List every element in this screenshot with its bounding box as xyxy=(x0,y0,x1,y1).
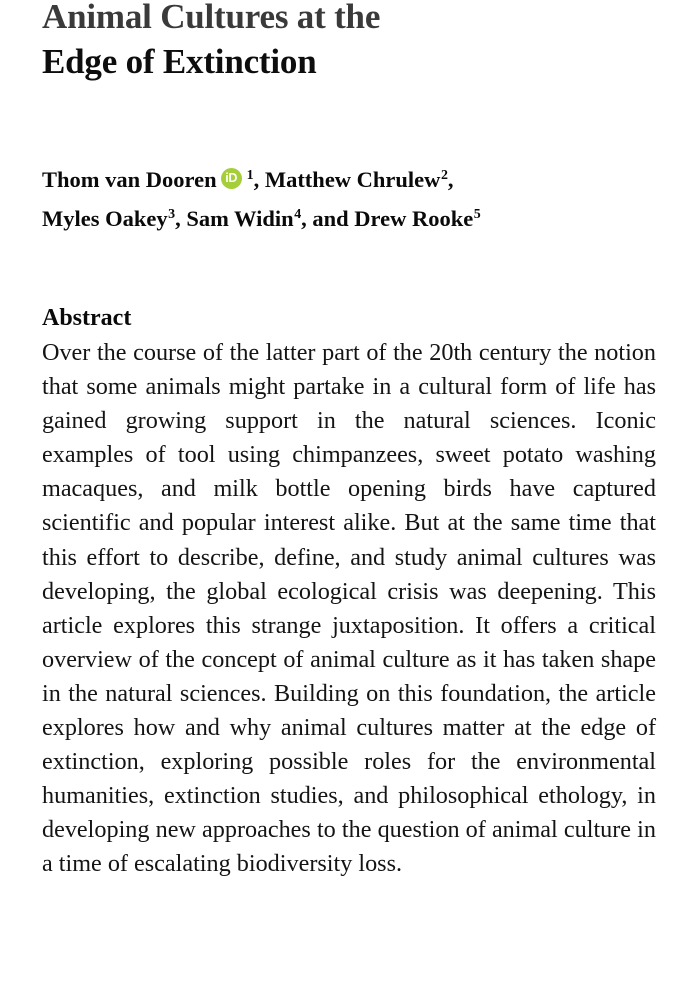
affiliation-marker-5: 5 xyxy=(473,206,481,222)
author-myles-oakey: Myles Oakey xyxy=(42,206,168,231)
page-title-line-1: Animal Cultures at the xyxy=(42,0,381,36)
orcid-id-icon[interactable] xyxy=(221,168,242,189)
author-drew-rooke: , and Drew Rooke xyxy=(301,206,474,231)
affiliation-marker-3: 3 xyxy=(168,206,176,222)
author-line-1 xyxy=(42,160,656,199)
affiliation-marker-4: 4 xyxy=(294,206,302,222)
author-list xyxy=(42,160,656,238)
abstract-body-text: Over the course of the latter part of the 20th century the notion that some animals might partake in a cultural form of life has gained growing support in the natural sciences. Iconic examples of tool using chimpanzees, sweet potato washing macaques, and milk bottle opening birds have captured scientific and popular interest alike. But at the same time that this effort to describe, define, and study animal cultures was developing, the global ecological crisis was deepening. This article explores this strange juxtaposition. It offers a critical overview of the concept of animal culture as it has taken shape in the natural sciences. Building on this foundation, the article explores how and why animal cultures matter at the edge of extinction, exploring possible roles for the environmental humanities, extinction studies, and philosophical ethology, in developing new approaches to the question of animal culture in a time of escalating biodiversity loss. xyxy=(42,339,656,878)
page-title-line-2: Edge of Extinction xyxy=(42,42,317,81)
abstract-heading: Abstract xyxy=(42,305,132,331)
orcid-id-label: iD xyxy=(225,171,237,185)
abstract-section xyxy=(42,302,656,882)
page-title xyxy=(42,0,656,84)
affiliation-marker-2: 2 xyxy=(440,167,448,183)
author-line-1-comma: , xyxy=(447,167,454,192)
author-line-2 xyxy=(42,199,656,238)
author-matthew-chrulew: , Matthew Chrulew xyxy=(253,167,441,192)
author-sam-widin: , Sam Widin xyxy=(175,206,294,231)
author-thom-van-dooren: Thom van Dooren xyxy=(42,167,217,192)
affiliation-marker-1: 1 xyxy=(246,167,254,183)
